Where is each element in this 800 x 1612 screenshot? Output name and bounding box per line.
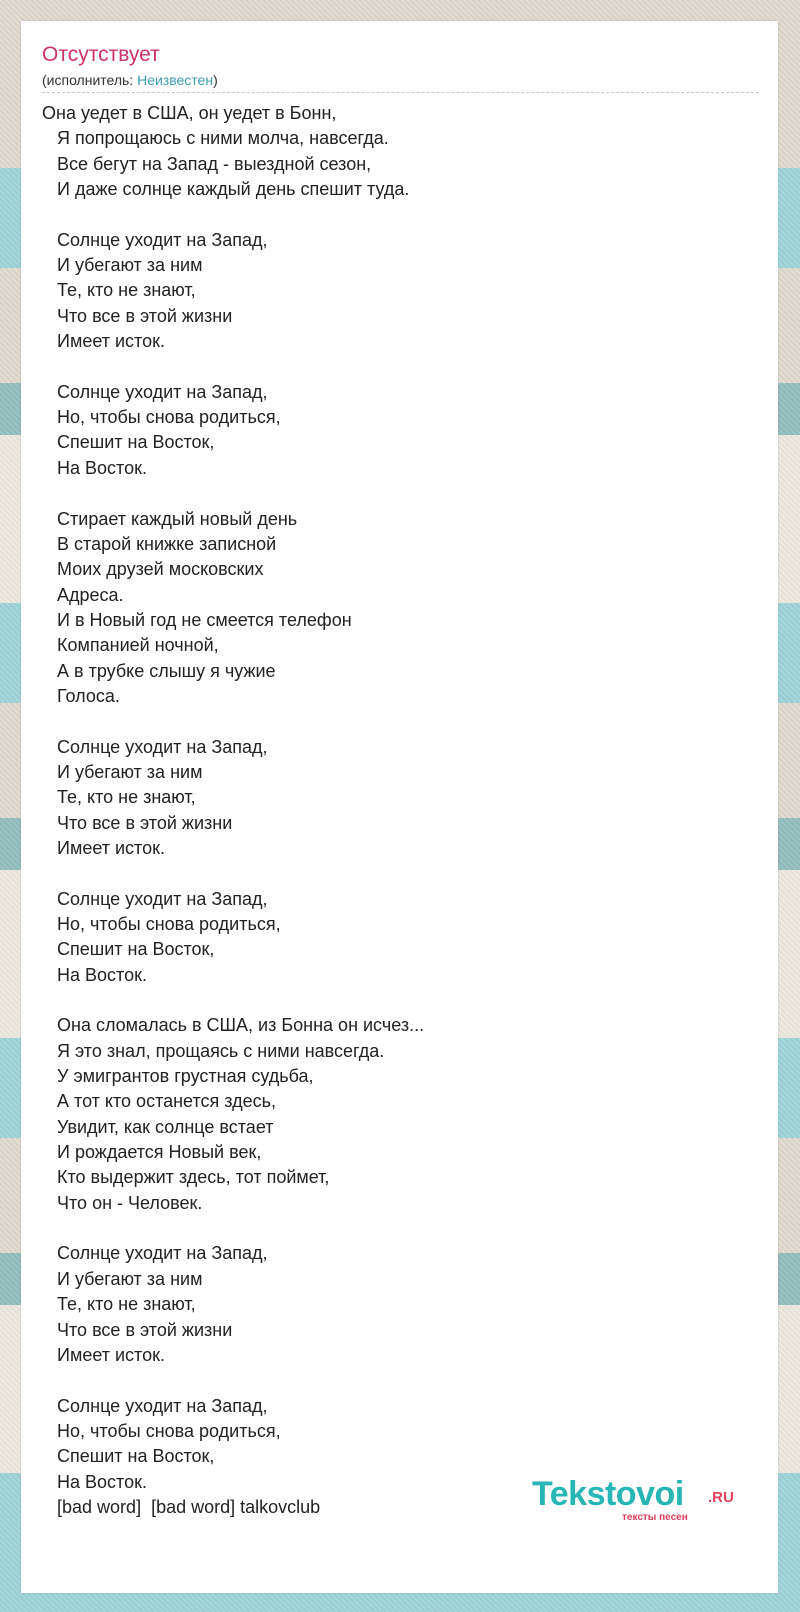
artist-link[interactable]: Неизвестен <box>137 72 214 88</box>
artist-line <box>42 72 218 88</box>
site-logo[interactable] <box>532 1475 732 1525</box>
artist-prefix: (исполнитель: <box>42 72 138 88</box>
logo-wordmark: Tekstovoi <box>532 1475 684 1513</box>
title-divider <box>42 92 759 93</box>
lyrics-text: Она уедет в США, он уедет в Бонн, Я попрощаюсь с ними молча, навсегда. Все бегут на Запад - выездной сезон, И даже солнце каждый день спешит туда. Солнце уходит на Запад, И убегают за ним Те, кто не знают, Что все в этой жизни Имеет исток. Солнце уходит на Запад, Но, чтобы снова родиться, Спешит на Восток, На Восток. Стирает каждый новый день В старой книжке записной Моих друзей московских Адреса. И в Новый год не смеется телефон Компанией ночной, А в трубке слышу я чужие Голоса. Солнце уходит на Запад, И убегают за ним Те, кто не знают, Что все в этой жизни Имеет исток. Солнце уходит на Запад, Но, чтобы снова родиться, Спешит на Восток, На Восток. Она сломалась в США, из Бонна он исчез... Я это знал, прощаясь с ними навсегда. У эмигрантов грустная судьба, А тот кто останется здесь, Увидит, как солнце встает И рождается Новый век, Кто выдержит здесь, тот поймет, Что он - Человек. Солнце уходит на Запад, И убегают за ним Те, кто не знают, Что все в этой жизни Имеет исток. Солнце уходит на Запад, Но, чтобы снова родиться, Спешит на Восток, На Восток. [bad word] [bad word] talkovclub <box>42 103 425 1517</box>
lyrics-card <box>21 21 778 1593</box>
logo-tagline: тексты песен <box>622 1512 688 1523</box>
logo-domain: .RU <box>708 1489 734 1506</box>
artist-suffix: ) <box>213 72 218 88</box>
song-title: Отсутствует <box>42 43 160 66</box>
